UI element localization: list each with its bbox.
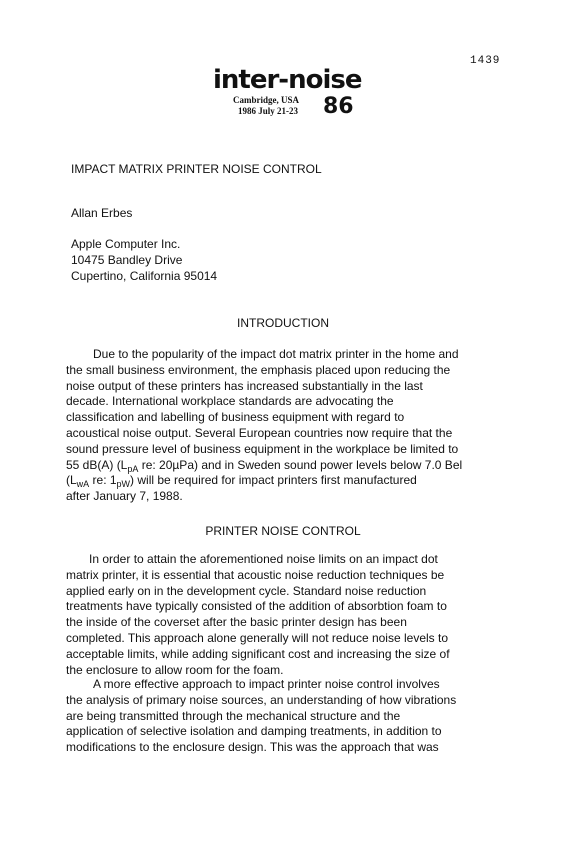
affiliation-line: Apple Computer Inc. bbox=[71, 237, 181, 251]
affiliation-line: 10475 Bandley Drive bbox=[71, 253, 183, 267]
text-line bbox=[66, 473, 486, 489]
subscript: pW bbox=[116, 479, 131, 490]
text-line: application of selective isolation and damping treatments, in addition to bbox=[66, 724, 442, 739]
author-name: Allan Erbes bbox=[71, 206, 133, 220]
text-run: ) will be required for impact printers first manufactured bbox=[130, 473, 417, 488]
text-line: acoustical noise output. Several European countries now require that the bbox=[66, 425, 453, 440]
text-line: the enclosure to allow room for the foam. bbox=[66, 662, 284, 677]
subscript: wA bbox=[76, 479, 90, 490]
text-line: applied early on in the development cycle. Standard noise reduction bbox=[66, 583, 427, 598]
body-paragraph bbox=[66, 552, 486, 678]
text-run: 55 dB(A) (L bbox=[66, 457, 128, 472]
text-line: sound pressure level of business equipment in the workplace be limited to bbox=[66, 441, 459, 456]
subscript: pA bbox=[127, 463, 139, 474]
paper-title: IMPACT MATRIX PRINTER NOISE CONTROL bbox=[71, 162, 322, 176]
logo-date: 1986 July 21-23 bbox=[238, 106, 299, 116]
section-heading-introduction: INTRODUCTION bbox=[237, 316, 329, 330]
body-paragraph bbox=[66, 677, 486, 756]
text-line: after January 7, 1988. bbox=[66, 489, 183, 504]
text-line: are being transmitted through the mechanical structure and the bbox=[66, 708, 401, 723]
text-run: (L bbox=[66, 473, 77, 488]
logo-wordmark: inter-noise bbox=[213, 65, 362, 95]
text-line: matrix printer, it is essential that acoustic noise reduction techniques be bbox=[66, 567, 445, 582]
logo-year: 86 bbox=[323, 94, 354, 119]
text-line: decade. International workplace standards are advocating the bbox=[66, 394, 394, 409]
text-line: noise output of these printers has increased substantially in the last bbox=[66, 378, 423, 393]
text-line: the small business environment, the emphasis placed upon reducing the bbox=[66, 362, 451, 377]
text-run: re: 1 bbox=[89, 473, 117, 488]
text-line: the inside of the coverset after the basic printer design has been bbox=[66, 615, 407, 630]
text-line bbox=[66, 458, 486, 474]
text-line: Due to the popularity of the impact dot matrix printer in the home and bbox=[93, 347, 459, 361]
text-line: the analysis of primary noise sources, an understanding of how vibrations bbox=[66, 692, 457, 707]
text-line: treatments have typically consisted of the addition of absorbtion foam to bbox=[66, 599, 447, 614]
text-line: completed. This approach alone generally will not reduce noise levels to bbox=[66, 630, 449, 645]
text-line: acceptable limits, while adding significant cost and increasing the size of bbox=[66, 646, 450, 661]
body-paragraph bbox=[66, 347, 486, 505]
text-line: A more effective approach to impact printer noise control involves bbox=[93, 677, 440, 691]
text-run: re: 20µPa) and in Sweden sound power levels below 7.0 Bel bbox=[138, 457, 463, 472]
text-line: classification and labelling of business equipment with regard to bbox=[66, 410, 405, 425]
author-affiliation bbox=[71, 236, 217, 284]
affiliation-line: Cupertino, California 95014 bbox=[71, 269, 218, 283]
text-line: In order to attain the aforementioned noise limits on an impact dot bbox=[89, 552, 438, 566]
conference-logo bbox=[213, 66, 373, 126]
section-heading-printer-noise-control: PRINTER NOISE CONTROL bbox=[205, 524, 361, 538]
page-number: 1439 bbox=[470, 55, 501, 67]
logo-place: Cambridge, USA bbox=[233, 95, 300, 105]
text-line: modifications to the enclosure design. This was the approach that was bbox=[66, 740, 439, 755]
